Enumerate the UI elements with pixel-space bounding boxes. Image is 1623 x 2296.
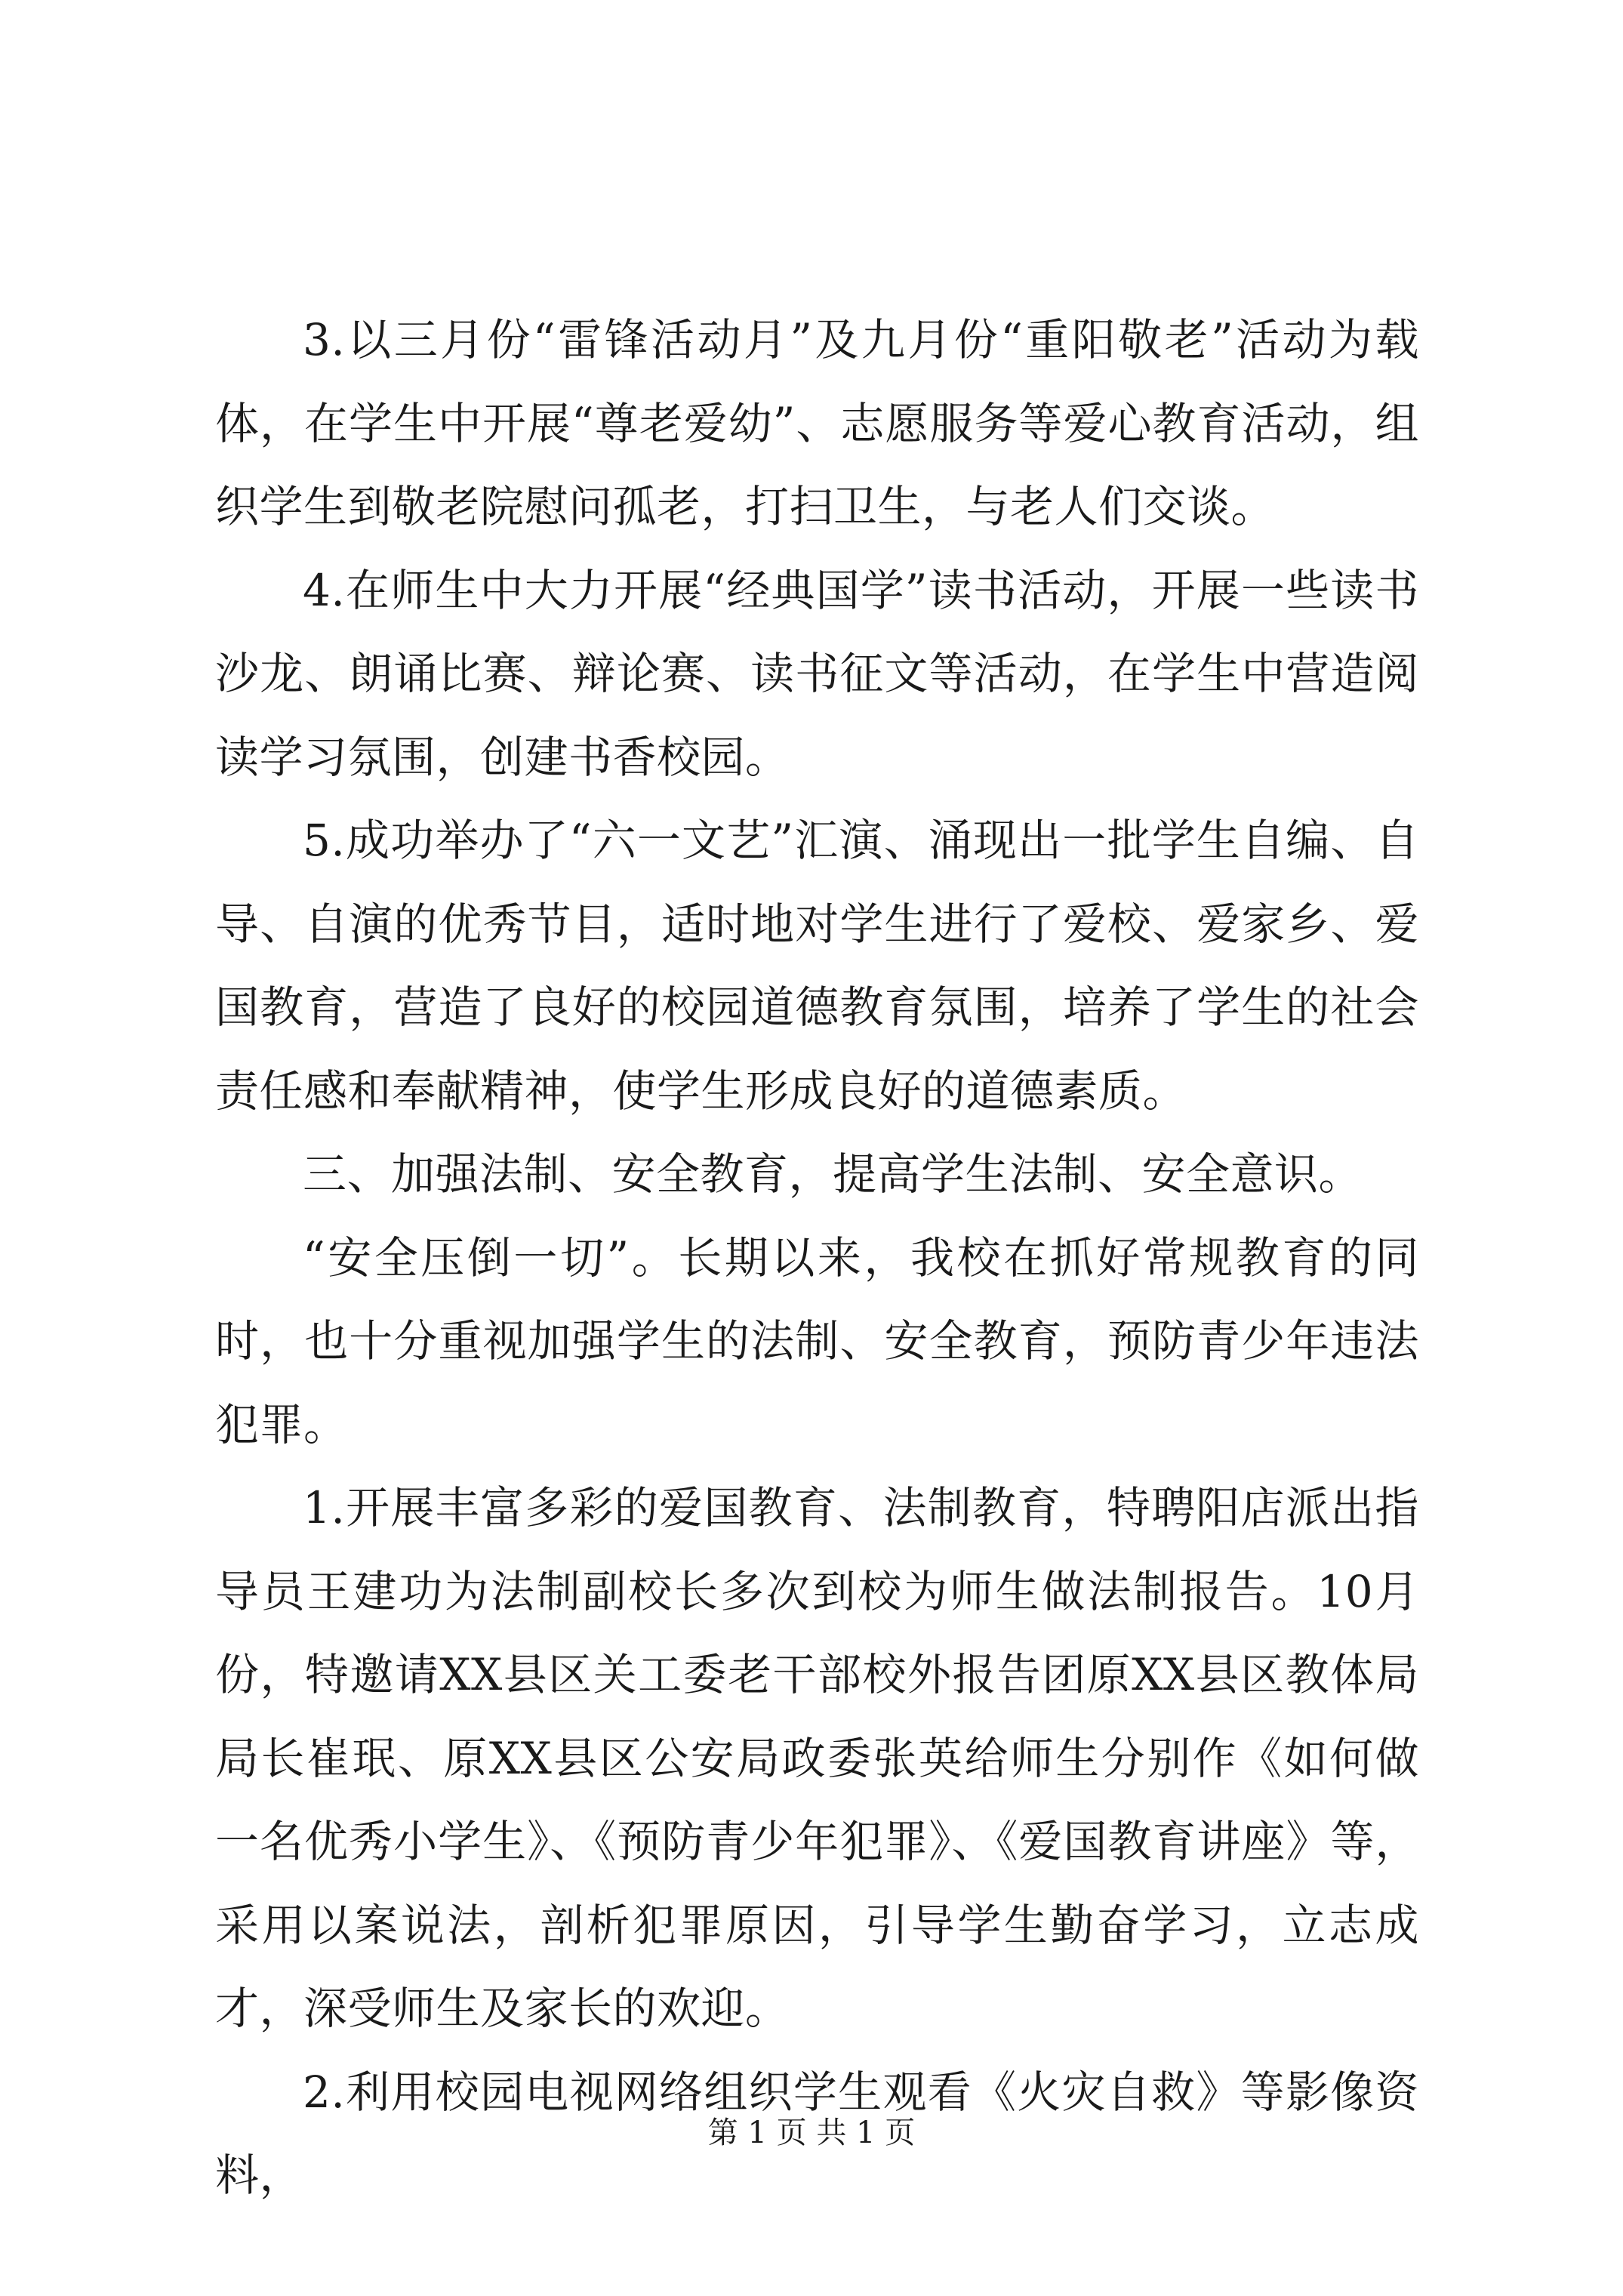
section-heading-3: 三、加强法制、安全教育，提高学生法制、安全意识。: [303, 1148, 1363, 1200]
paragraph-safety-1: 1.开展丰富多彩的爱国教育、法制教育，特聘阳店派出指导员王建功为法制副校长多次到校为师生做法制报告。10月份，特邀请XX县区关工委老干部校外报告团原XX县区教体局局长崔珉、原XX县区公安局政委张英给师生分别作《如何做一名优秀小学生》、《预防青少年犯罪》、《爱国教育讲座》等，采用以案说法，剖析犯罪原因，引导学生勤奋学习，立志成才，深受师生及家长的欢迎。: [215, 1482, 1419, 2034]
paragraph-activity-4: 4.在师生中大力开展“经典国学”读书活动，开展一些读书沙龙、朗诵比赛、辩论赛、读书征文等活动，在学生中营造阅读学习氛围，创建书香校园。: [215, 564, 1419, 783]
paragraph-safety-intro: “安全压倒一切”。长期以来，我校在抓好常规教育的同时，也十分重视加强学生的法制、安全教育，预防青少年违法犯罪。: [215, 1231, 1419, 1450]
page-number-footer: 第 1 页 共 1 页: [707, 2116, 916, 2150]
paragraph-safety-2: 2.利用校园电视网络组织学生观看《火灾自救》等影像资料，: [215, 2066, 1419, 2201]
document-body: [215, 298, 1419, 2217]
paragraph-activity-5: 5.成功举办了“六一文艺”汇演、涌现出一批学生自编、自导、自演的优秀节目，适时地对学生进行了爱校、爱家乡、爱国教育，营造了良好的校园道德教育氛围，培养了学生的社会责任感和奉献精神，使学生形成良好的道德素质。: [215, 815, 1419, 1117]
paragraph-activity-3: 3.以三月份“雷锋活动月”及九月份“重阳敬老”活动为载体，在学生中开展“尊老爱幼”、志愿服务等爱心教育活动，组织学生到敬老院慰问孤老，打扫卫生，与老人们交谈。: [215, 314, 1419, 532]
